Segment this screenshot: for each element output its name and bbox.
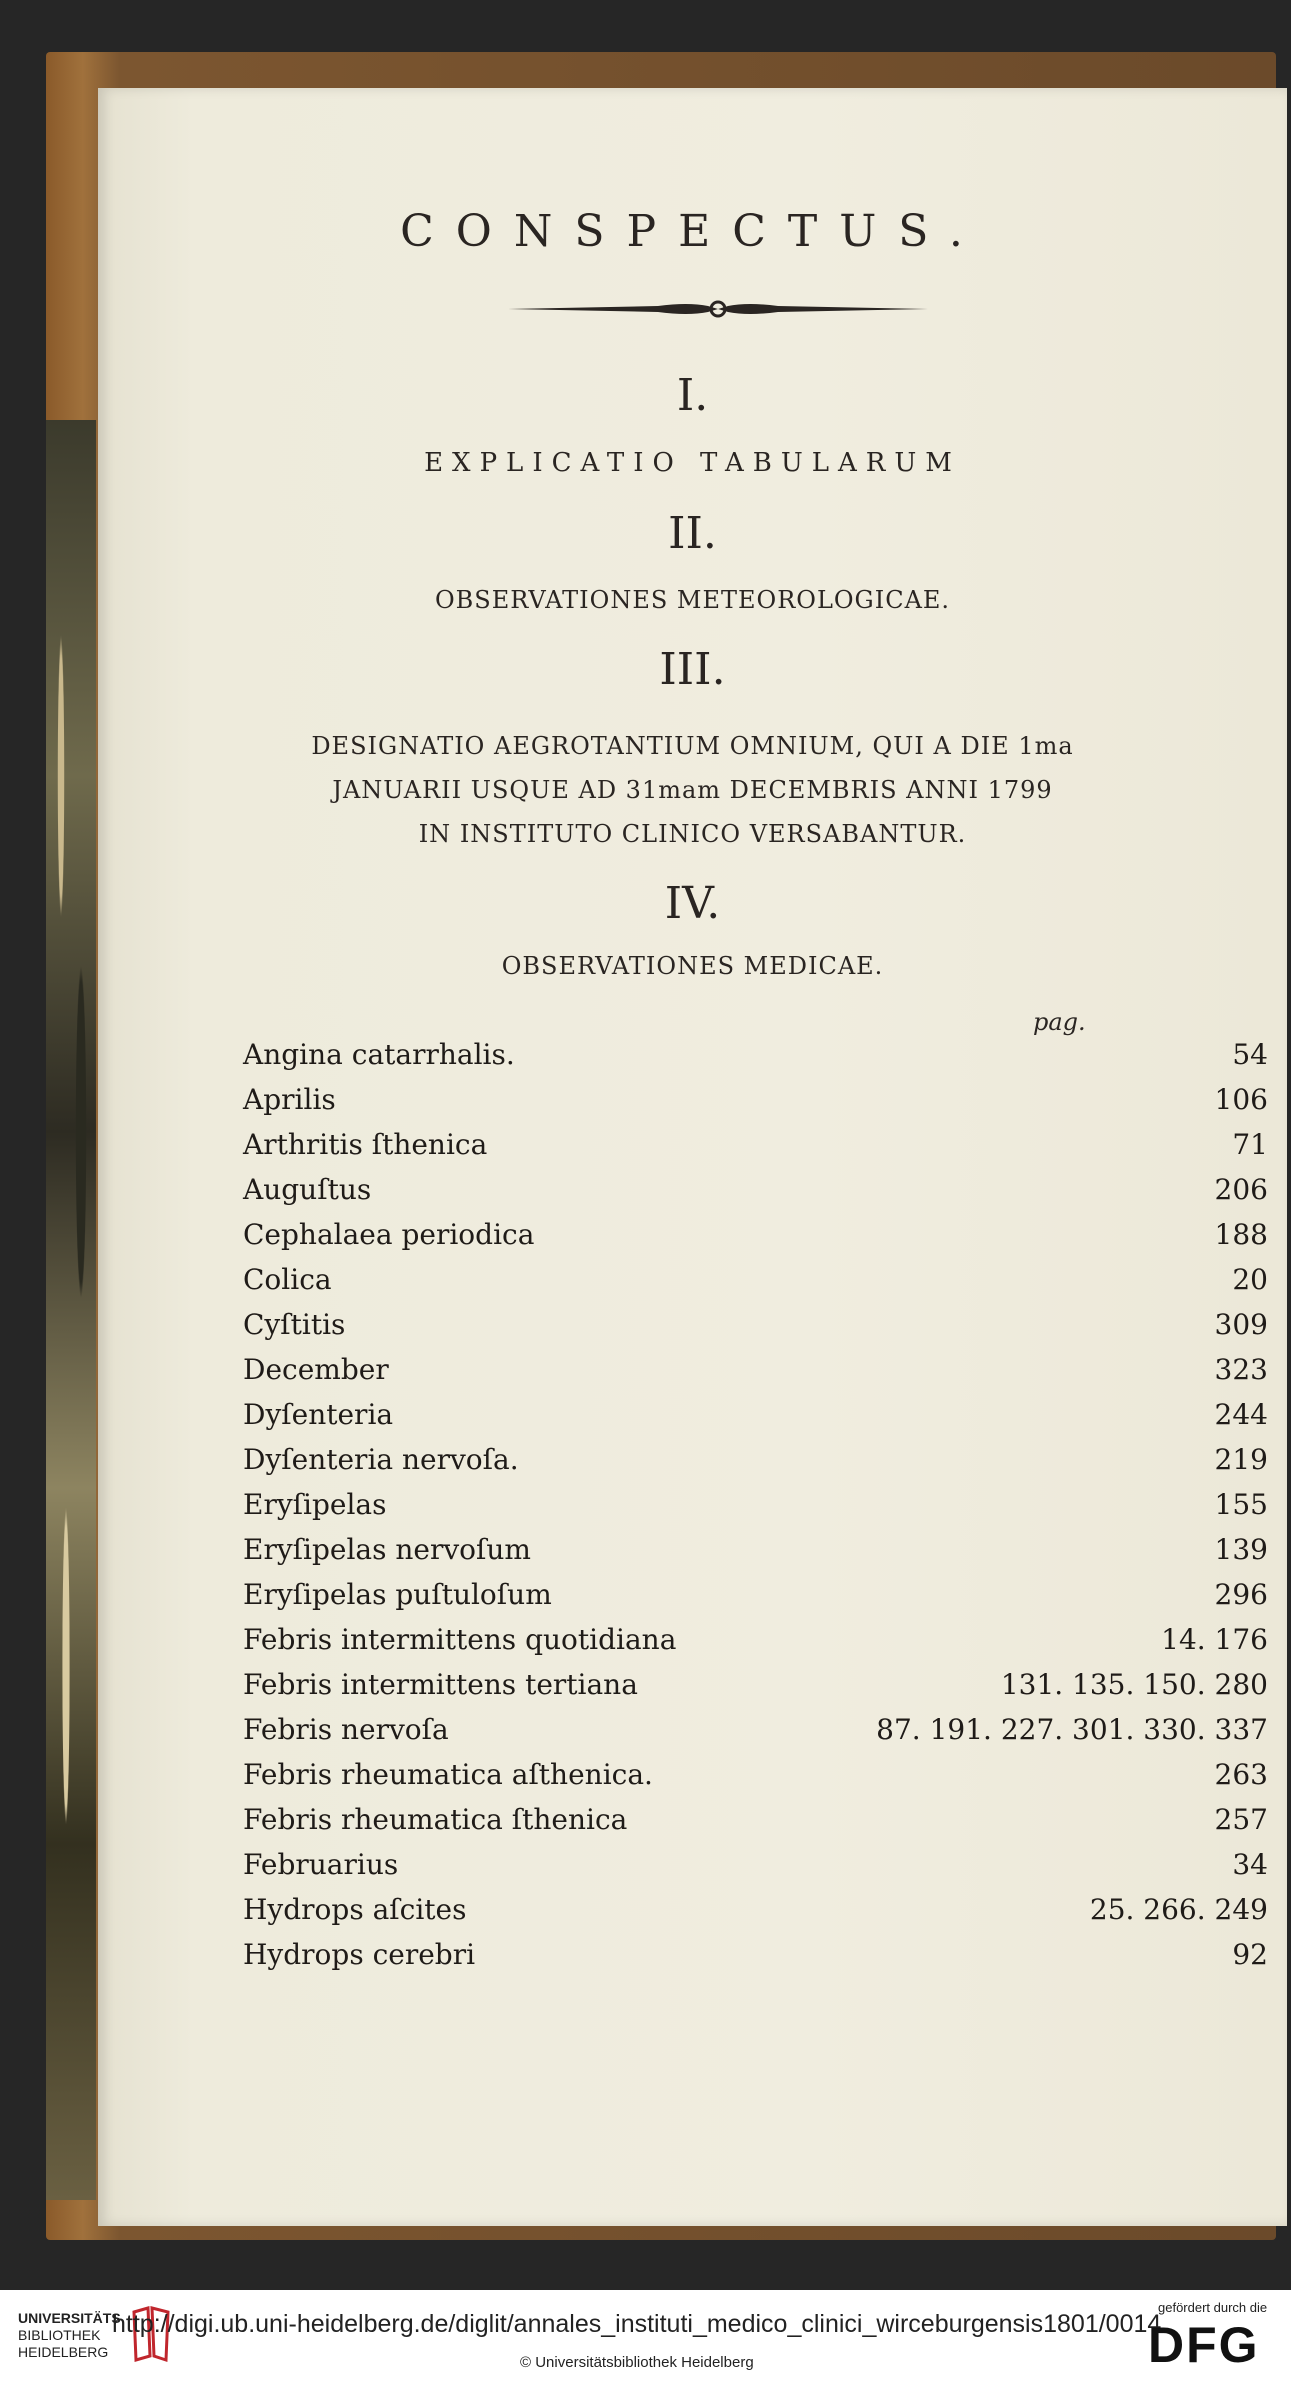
entry-name: Hydrops cerebri bbox=[243, 1938, 476, 1971]
section-heading-3-line-1: DESIGNATIO AEGROTANTIUM OMNIUM, QUI A DIE 1ma bbox=[311, 732, 1074, 760]
section-numeral-1: I. bbox=[676, 370, 709, 421]
section-heading-3-line-2: JANUARII USQUE AD 31mam DECEMBRIS ANNI 1799 bbox=[332, 776, 1053, 804]
index-entry bbox=[243, 1083, 1268, 1125]
entry-pages: 309 bbox=[1214, 1308, 1268, 1341]
entry-name: December bbox=[243, 1353, 389, 1386]
index-entry bbox=[243, 1668, 1268, 1710]
entry-pages: 14. 176 bbox=[1161, 1623, 1268, 1656]
entry-pages: 244 bbox=[1214, 1398, 1268, 1431]
index-entry bbox=[243, 1308, 1268, 1350]
page-title: CONSPECTUS. bbox=[400, 206, 985, 257]
university-line: HEIDELBERG bbox=[18, 2344, 109, 2360]
index-entry bbox=[243, 1128, 1268, 1170]
section-numeral-2: II. bbox=[668, 508, 717, 559]
entry-pages: 139 bbox=[1214, 1533, 1268, 1566]
section-numeral-3: III. bbox=[659, 644, 726, 695]
section-heading-2: OBSERVATIONES METEOROLOGICAE. bbox=[434, 586, 951, 614]
entry-pages: 257 bbox=[1214, 1803, 1268, 1836]
entry-name: Eryſipelas bbox=[243, 1488, 387, 1521]
ornament-divider bbox=[508, 298, 928, 320]
entry-pages: 155 bbox=[1214, 1488, 1268, 1521]
index-entry bbox=[243, 1398, 1268, 1440]
entry-pages: 188 bbox=[1214, 1218, 1268, 1251]
library-footer bbox=[0, 2290, 1291, 2381]
entry-pages: 323 bbox=[1214, 1353, 1268, 1386]
index-entry bbox=[243, 1173, 1268, 1215]
entry-pages: 87. 191. 227. 301. 330. 337 bbox=[876, 1713, 1268, 1746]
section-heading-3-line-3: IN INSTITUTO CLINICO VERSABANTUR. bbox=[418, 820, 967, 848]
entry-pages: 92 bbox=[1232, 1938, 1268, 1971]
entry-pages: 106 bbox=[1214, 1083, 1268, 1116]
entry-name: Febris rheumatica ſthenica bbox=[243, 1803, 628, 1836]
entry-name: Cyſtitis bbox=[243, 1308, 346, 1341]
document-page bbox=[98, 88, 1287, 2226]
index-entry bbox=[243, 1938, 1268, 1980]
index-entry bbox=[243, 1263, 1268, 1305]
entry-name: Auguſtus bbox=[243, 1173, 372, 1206]
index-entry bbox=[243, 1758, 1268, 1800]
permalink-url[interactable]: http://digi.ub.uni-heidelberg.de/diglit/annales_instituti_medico_clinici_wirceburgensis1801/0014 bbox=[112, 2310, 1162, 2338]
section-heading-4: OBSERVATIONES MEDICAE. bbox=[501, 952, 884, 980]
entry-pages: 71 bbox=[1232, 1128, 1268, 1161]
entry-name: Eryſipelas puſtuloſum bbox=[243, 1578, 552, 1611]
entry-name: Aprilis bbox=[243, 1083, 336, 1116]
entry-name: Febris intermittens quotidiana bbox=[243, 1623, 677, 1656]
university-line: BIBLIOTHEK bbox=[18, 2327, 101, 2343]
index-entry bbox=[243, 1893, 1268, 1935]
index-entry bbox=[243, 1038, 1268, 1080]
entry-name: Hydrops aſcites bbox=[243, 1893, 467, 1926]
entry-pages: 296 bbox=[1214, 1578, 1268, 1611]
entry-pages: 219 bbox=[1214, 1443, 1268, 1476]
index-entry bbox=[243, 1848, 1268, 1890]
index-entry bbox=[243, 1623, 1268, 1665]
entry-name: Febris rheumatica aſthenica. bbox=[243, 1758, 653, 1791]
entry-name: Dyſenteria nervoſa. bbox=[243, 1443, 519, 1476]
entry-name: Febris intermittens tertiana bbox=[243, 1668, 638, 1701]
university-line: UNIVERSITÄTS bbox=[18, 2310, 121, 2326]
section-heading-1: EXPLICATIO TABULARUM bbox=[424, 448, 961, 478]
index-entry bbox=[243, 1803, 1268, 1845]
entry-name: Arthritis ſthenica bbox=[243, 1128, 488, 1161]
entry-pages: 131. 135. 150. 280 bbox=[1000, 1668, 1268, 1701]
entry-name: Februarius bbox=[243, 1848, 399, 1881]
index-entry bbox=[243, 1533, 1268, 1575]
section-numeral-4: IV. bbox=[664, 878, 721, 929]
index-entry bbox=[243, 1218, 1268, 1260]
dfg-logo: DFG bbox=[1148, 2317, 1260, 2373]
entry-name: Dyſenteria bbox=[243, 1398, 394, 1431]
index-entry bbox=[243, 1353, 1268, 1395]
entry-pages: 54 bbox=[1232, 1038, 1268, 1071]
marbled-edge bbox=[46, 420, 96, 2200]
entry-pages: 206 bbox=[1214, 1173, 1268, 1206]
entry-pages: 34 bbox=[1232, 1848, 1268, 1881]
index-entry bbox=[243, 1488, 1268, 1530]
entry-name: Colica bbox=[243, 1263, 332, 1296]
index-entry bbox=[243, 1578, 1268, 1620]
entry-name: Cephalaea periodica bbox=[243, 1218, 535, 1251]
funding-note: gefördert durch die bbox=[1158, 2300, 1268, 2315]
entry-pages: 20 bbox=[1232, 1263, 1268, 1296]
page-column-label: pag. bbox=[1033, 1008, 1086, 1036]
copyright-notice: © Universitätsbibliothek Heidelberg bbox=[520, 2354, 754, 2371]
entry-pages: 25. 266. 249 bbox=[1089, 1893, 1268, 1926]
index-entry bbox=[243, 1713, 1268, 1755]
entry-pages: 263 bbox=[1214, 1758, 1268, 1791]
entry-name: Eryſipelas nervoſum bbox=[243, 1533, 531, 1566]
university-library-logo bbox=[18, 2310, 121, 2361]
index-entry bbox=[243, 1443, 1268, 1485]
entry-name: Angina catarrhalis. bbox=[243, 1038, 515, 1071]
entry-name: Febris nervoſa bbox=[243, 1713, 449, 1746]
